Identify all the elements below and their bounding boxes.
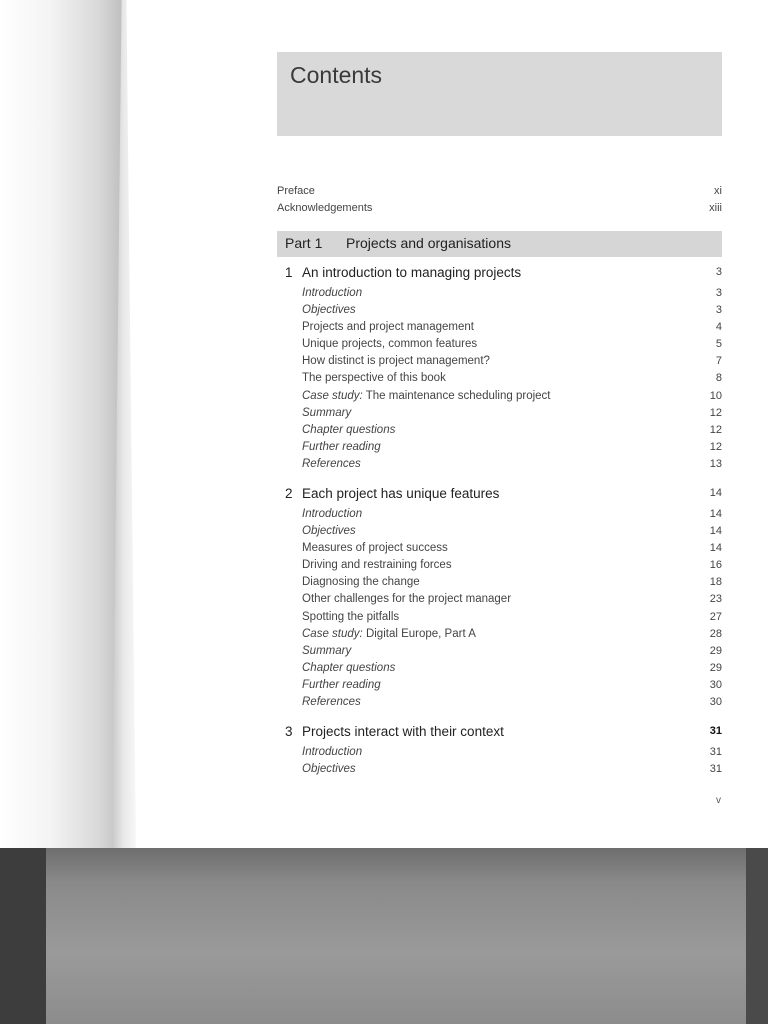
front-matter-label: Acknowledgements [277, 202, 373, 214]
toc-entry-label: Summary [302, 406, 352, 419]
toc-entry [277, 763, 722, 780]
toc-entry-page: 13 [709, 457, 722, 470]
toc-entry-page: 16 [709, 559, 722, 572]
toc-entry [277, 338, 722, 355]
toc-entry [277, 321, 722, 338]
toc-entry-label: Objectives [302, 304, 356, 317]
toc-entry-label: Further reading [302, 440, 381, 453]
toc-entry-page: 10 [709, 389, 722, 402]
chapter-3 [277, 724, 722, 780]
chapter-title: Each project has unique features [302, 486, 500, 501]
chapter-title: An introduction to managing projects [302, 265, 522, 280]
toc-entry [277, 287, 722, 304]
toc-entry-page: 7 [715, 355, 722, 368]
toc-entry [277, 372, 722, 389]
toc-entry-label: References [302, 696, 361, 709]
toc-entry-label [302, 628, 476, 640]
toc-entry-page: 29 [709, 644, 722, 657]
toc-entry-page: 14 [709, 525, 722, 538]
toc-entry [277, 424, 722, 441]
front-matter-page: xi [714, 185, 722, 197]
toc-entry [277, 746, 722, 763]
toc-entry-page: 27 [709, 610, 722, 623]
case-study-title: Digital Europe, Part A [365, 627, 476, 640]
toc-entry [277, 458, 722, 475]
toc-entry-page: 30 [709, 696, 722, 709]
toc-entry [277, 576, 722, 593]
toc-entry [277, 662, 722, 679]
toc-entry-case-study [277, 628, 722, 645]
toc-entry-page: 3 [715, 287, 722, 299]
scan-background [0, 848, 768, 1024]
page-title: Contents [290, 62, 383, 88]
toc-entry [277, 696, 722, 713]
case-study-prefix: Case study: [302, 389, 363, 402]
toc-entry-page: 12 [709, 440, 722, 453]
toc-entry-page: 23 [709, 593, 722, 606]
chapter-number: 3 [285, 724, 293, 739]
toc-entry [277, 593, 722, 610]
toc-entry-page: 28 [709, 627, 722, 640]
toc-entry [277, 542, 722, 559]
toc-entry [277, 407, 722, 424]
toc-entry-label: References [302, 457, 361, 470]
chapter-page: 3 [715, 266, 722, 278]
toc-entry-page: 8 [715, 372, 722, 385]
toc-entry-label: How distinct is project management? [302, 355, 490, 368]
part-number: Part 1 [285, 235, 323, 251]
chapter-2 [277, 486, 722, 713]
toc-entry-label: The perspective of this book [302, 372, 446, 385]
toc-entry-page: 31 [709, 763, 722, 776]
chapter-page: 14 [709, 487, 722, 499]
case-study-title: The maintenance scheduling project [365, 389, 551, 402]
chapter-title: Projects interact with their context [302, 724, 504, 739]
toc-entry-label: Introduction [302, 287, 363, 299]
toc-entry [277, 525, 722, 542]
toc-entry [277, 645, 722, 662]
toc-entry-page: 5 [715, 338, 722, 351]
scan-background-left [0, 848, 46, 1024]
toc-entry-page: 30 [709, 678, 722, 691]
toc-entry-page: 14 [709, 508, 722, 520]
chapter-number: 2 [285, 486, 293, 501]
toc-entry-page: 12 [709, 423, 722, 436]
toc-entry-label: Measures of project success [302, 542, 448, 555]
front-matter-row-preface [277, 185, 722, 202]
case-study-prefix: Case study: [302, 627, 363, 640]
toc-entry-label: Summary [302, 644, 352, 657]
contents-header-bar [277, 52, 722, 136]
toc-entry-page: 31 [709, 746, 722, 758]
toc-entry [277, 559, 722, 576]
toc-entry [277, 355, 722, 372]
toc-entry-case-study [277, 390, 722, 407]
toc-entry [277, 508, 722, 525]
toc-entry-label: Driving and restraining forces [302, 559, 452, 572]
toc-entry-page: 3 [715, 304, 722, 317]
toc-entry-page: 12 [709, 406, 722, 419]
chapter-number: 1 [285, 265, 293, 280]
toc-entry [277, 441, 722, 458]
toc-entry-label: Unique projects, common features [302, 338, 478, 351]
toc-entry [277, 304, 722, 321]
toc-entry [277, 679, 722, 696]
book-gutter-shadow [0, 0, 124, 850]
toc-entry-page: 29 [709, 661, 722, 674]
toc-entry-page: 14 [709, 542, 722, 555]
page-folio: v [716, 795, 721, 806]
front-matter-row-acknowledgements [277, 202, 722, 219]
toc-entry-label: Further reading [302, 678, 381, 691]
toc-entry-label: Introduction [302, 746, 363, 758]
chapter-1 [277, 265, 722, 475]
toc-entry-label: Chapter questions [302, 661, 396, 674]
toc-entry-label: Objectives [302, 525, 356, 538]
toc-entry-label: Projects and project management [302, 321, 474, 334]
toc-entry-label: Introduction [302, 508, 363, 520]
part-title: Projects and organisations [346, 235, 511, 251]
toc-entry-label: Chapter questions [302, 423, 396, 436]
chapter-page: 31 [709, 725, 722, 737]
toc-entry-label: Spotting the pitfalls [302, 610, 400, 623]
toc-entry-label: Diagnosing the change [302, 576, 420, 589]
front-matter-page: xiii [709, 202, 722, 214]
part-header-bar [277, 231, 722, 257]
chapter-heading [277, 486, 722, 508]
chapter-heading [277, 265, 722, 287]
chapter-heading [277, 724, 722, 746]
toc-entry-page: 18 [709, 576, 722, 589]
scan-background-right [746, 848, 768, 1024]
toc-entry-label: Objectives [302, 763, 356, 776]
toc-entry [277, 611, 722, 628]
front-matter-label: Preface [277, 185, 315, 197]
toc-entry-label: Other challenges for the project manager [302, 593, 512, 606]
toc-entry-page: 4 [715, 321, 722, 334]
toc-entry-label [302, 390, 551, 402]
